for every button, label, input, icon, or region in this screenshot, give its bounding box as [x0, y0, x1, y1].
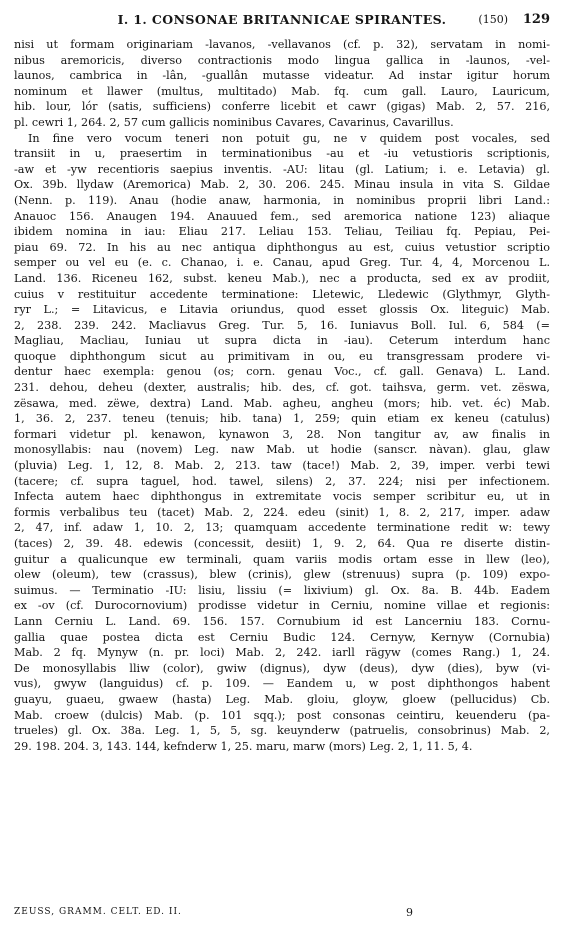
text-line: 2, 238. 239. 242. Macliavus Greg. Tur. 5, 16. Iuniavus Boll. Iul. 6, 584 (=: [14, 318, 550, 332]
text-line: guitur a qualicunque ew terminali, quam variis modis ortam esse in llew (leo),: [14, 552, 550, 566]
text-line: piau 69. 72. In his au nec antiqua diphthongus au est, cuius vetustior scriptio: [14, 240, 550, 254]
text-line: dentur haec exempla: genou (os; corn. genau Voc., cf. gall. Genava) L. Land.: [14, 365, 550, 379]
text-line: pl. cewri 1, 264. 2, 57 cum gallicis nominibus Cavares, Cavarinus, Cavarillus.: [14, 115, 454, 129]
signature-mark: ZEUSS, GRAMM. CELT. ED. II.: [14, 907, 182, 917]
text-line: Land. 136. Riceneu 162, subst. keneu Mab.), nec a producta, sed ex av prodiit,: [14, 271, 550, 285]
text-line: olew (oleum), tew (crassus), blew (crinis), glew (strenuus) supra (p. 109) expo-: [14, 568, 550, 582]
text-line: ibidem nomina in iau: Eliau 217. Leliau 153. Teliau, Teiliau fq. Pepiau, Pei-: [14, 225, 550, 239]
text-line: suimus. — Terminatio -IU: lisiu, lissiu (= lixivium) gl. Ox. 8a. B. 44b. Eadem: [14, 583, 550, 597]
running-title: I. 1. CONSONAE BRITANNICAE SPIRANTES.: [117, 12, 447, 27]
running-header: [14, 12, 550, 30]
text-line: (tacere; cf. supra taguel, hod. tawel, silens) 2, 37. 224; nisi per infectionem.: [14, 474, 550, 488]
text-line: trueles) gl. Ox. 38a. Leg. 1, 5, 5, sg. keuynderw (patruelis, consobrinus) Mab. 2,: [14, 724, 550, 738]
text-line: vus), gwyw (languidus) cf. p. 109. — Eandem u, w post diphthongos habent: [14, 677, 550, 691]
text-line: semper ou vel eu (e. c. Chanao, i. e. Canau, apud Greg. Tur. 4, 4, Morcenou L.: [14, 256, 550, 270]
text-line: Mab. croew (dulcis) Mab. (p. 101 sqq.); post consonas ceintiru, keuenderu (pa-: [14, 708, 550, 722]
text-line: nominum et llawer (multus, multitado) Mab. fq. cum gall. Lauro, Lauricum,: [14, 84, 550, 98]
text-line: quoque diphthongum sicut au primitivam in ou, eu transgressam prodere vi-: [14, 349, 550, 363]
page-footer: [14, 906, 550, 920]
text-line: transiit in u, praesertim in terminationibus -au et -iu vetustioris scriptionis,: [14, 147, 550, 161]
text-line: 29. 198. 204. 3, 143. 144, kefnderw 1, 25. maru, marw (mors) Leg. 2, 1, 11. 5, 4.: [14, 739, 473, 753]
text-line: nibus aremoricis, diverso contractionis modo lingua gallica in -launos, -vel-: [14, 53, 550, 67]
text-line: 231. dehou, deheu (dexter, australis; hib. des, cf. got. taihsva, germ. vet. zëswa,: [14, 381, 550, 395]
text-line: (taces) 2, 39. 48. edewis (concessit, desiit) 1, 9. 2, 64. Qua re diserte distin-: [14, 537, 550, 550]
text-line: cuius v restituitur accedente terminatione: Lletewic, Lledewic (Glythmyr, Glyth-: [14, 287, 550, 301]
paragraph: [14, 131, 550, 755]
text-line: In fine vero vocum teneri non potuit gu, ne v quidem post vocales, sed: [28, 131, 550, 145]
text-line: De monosyllabis lliw (color), gwiw (dignus), dyw (deus), dyw (dies), byw (vi-: [14, 661, 550, 675]
body-text: [14, 37, 550, 754]
text-line: ex -ov (cf. Durocornovium) prodisse videtur in Cerniu, nomine villae et regionis:: [14, 599, 550, 613]
text-line: launos, cambrica in -lân, -guallân mutasse videatur. Ad instar igitur horum: [14, 69, 550, 83]
section-number: (150): [478, 13, 508, 26]
text-line: 1, 36. 2, 237. teneu (tenuis; hib. tana) 1, 259; quin etiam ex keneu (catulus): [14, 412, 550, 426]
text-line: (pluvia) Leg. 1, 12, 8. Mab. 2, 213. taw (tace!) Mab. 2, 39, imper. verbi tewi: [14, 459, 550, 473]
text-line: Magliau, Macliau, Iuniau ut supra dicta in -iau). Ceterum interdum hanc: [14, 334, 550, 348]
text-line: gallia quae postea dicta est Cerniu Budic 124. Cernyw, Kernyw (Cornubia): [14, 630, 550, 644]
text-line: Infecta autem haec diphthongus in extremitate vocis semper scribitur eu, ut in: [14, 490, 550, 504]
text-line: formis verbalibus teu (tacet) Mab. 2, 224. edeu (sinit) 1, 8. 2, 217, imper. adaw: [14, 505, 550, 519]
signature-number: 9: [406, 906, 413, 919]
text-line: (Nenn. p. 119). Anau (hodie anaw, harmonia, in nominibus proprii libri Land.:: [14, 193, 550, 207]
text-line: Anauoc 156. Anaugen 194. Anauued fem., sed aremorica natione 123) aliaque: [14, 209, 550, 223]
text-line: nisi ut formam originariam -lavanos, -vellavanos (cf. p. 32), servatam in nomi-: [14, 38, 550, 51]
text-line: -aw et -yw recentioris saepius inventis. -AU: litau (gl. Latium; i. e. Letavia) gl.: [14, 162, 550, 176]
text-line: formari videtur pl. kenawon, kynawon 3, 28. Non tangitur av, aw finalis in: [14, 427, 550, 441]
paragraph: [14, 37, 550, 131]
text-line: Ox. 39b. llydaw (Aremorica) Mab. 2, 30. 206. 245. Minau insula in vita S. Gildae: [14, 178, 550, 192]
text-line: Mab. 2 fq. Mynyw (n. pr. loci) Mab. 2, 242. iarll rägyw (comes Rang.) 1, 24.: [14, 646, 550, 660]
text-line: Lann Cerniu L. Land. 69. 156. 157. Cornubium id est Lancerniu 183. Cornu-: [14, 614, 550, 628]
text-line: guayu, guaeu, gwaew (hasta) Leg. Mab. gloiu, gloyw, gloew (pellucidus) Cb.: [14, 692, 550, 706]
text-line: hib. lour, lór (satis, sufficiens) conferre licebit et cawr (gigas) Mab. 2, 57. 216,: [14, 100, 550, 114]
text-line: 2, 47, inf. adaw 1, 10. 2, 13; quamquam accedente terminatione redit w: tewy: [14, 521, 550, 535]
text-line: zësawa, med. zëwe, dextra) Land. Mab. agheu, angheu (mors; hib. vet. éc) Mab.: [14, 396, 550, 410]
text-line: monosyllabis: nau (novem) Leg. naw Mab. ut hodie (sanscr. nàvan). glau, glaw: [14, 443, 550, 457]
page-number: 129: [522, 12, 550, 27]
text-line: ryr L.; = Litavicus, e Litavia oriundus, quod esset glossis Ox. liteguic) Mab.: [14, 303, 550, 317]
